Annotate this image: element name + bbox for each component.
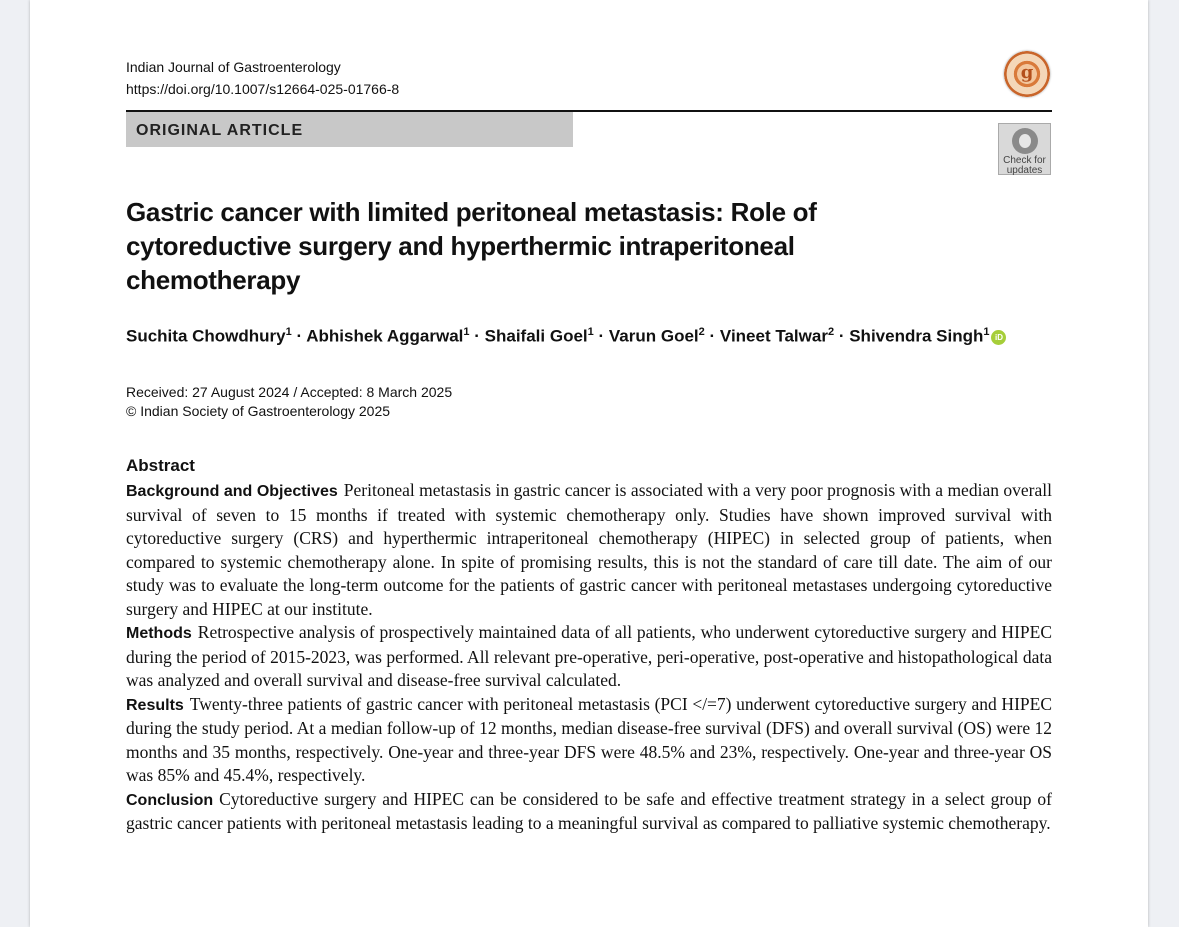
section-label: Methods xyxy=(126,625,192,642)
article-title: Gastric cancer with limited peritoneal metastasis: Role of cytoreductive surgery and hyperthermic intraperitoneal chemotherapy xyxy=(126,197,817,295)
author-affiliation: 2 xyxy=(827,326,835,338)
author[interactable]: Vineet Talwar xyxy=(719,326,828,346)
check-for-updates-button[interactable] xyxy=(998,123,1051,175)
society-logo: g xyxy=(1004,51,1050,97)
journal-name: Indian Journal of Gastroenterology xyxy=(126,59,341,75)
author[interactable]: Abhishek Aggarwal xyxy=(306,326,464,346)
abstract-section-conclusion xyxy=(126,788,1052,836)
author[interactable]: Shaifali Goel xyxy=(484,326,588,346)
author-separator: · xyxy=(838,326,845,346)
section-label: Results xyxy=(126,696,184,714)
received-dates: Received: 27 August 2024 / Accepted: 8 March 2025 xyxy=(126,384,453,400)
author-affiliation: 1 xyxy=(983,326,990,338)
author-affiliation: 1 xyxy=(587,326,594,338)
author[interactable]: Suchita Chowdhury xyxy=(126,326,286,346)
article-type-banner: ORIGINAL ARTICLE xyxy=(126,112,573,147)
orcid-icon[interactable]: iD xyxy=(991,330,1006,345)
author-separator: · xyxy=(709,326,716,346)
document-page xyxy=(30,0,1148,927)
section-text: Cytoreductive surgery and HIPEC can be considered to be safe and effective treatment strategy in a select group of gastric cancer patients with peritoneal metastasis leading to a meaningful survival as compared to palliative systemic chemotherapy. xyxy=(126,788,1052,833)
abstract-body xyxy=(126,479,1052,836)
section-text: Retrospective analysis of prospectively maintained data of all patients, who underwent cytoreductive surgery and HIPEC during the period of 2015-2023, was performed. All relevant pre-operative, peri-operative, post-operative and histopathological data was analyzed and overall survival and disease-free survival calculated. xyxy=(126,622,1052,690)
author-separator: · xyxy=(296,326,303,346)
doi-link[interactable]: https://doi.org/10.1007/s12664-025-01766-8 xyxy=(126,81,400,97)
author-affiliation: 1 xyxy=(463,326,470,338)
author-affiliation: 2 xyxy=(698,326,705,338)
abstract-section-methods xyxy=(126,621,1052,693)
check-updates-label-2: updates xyxy=(1006,165,1043,176)
abstract-section-background xyxy=(126,479,1052,621)
author-separator: · xyxy=(474,326,480,346)
check-updates-icon xyxy=(1012,128,1038,154)
author-separator: · xyxy=(598,326,605,346)
copyright-notice: © Indian Society of Gastroenterology 2025 xyxy=(126,403,391,419)
author-list xyxy=(126,326,1052,347)
abstract-section-results xyxy=(126,693,1052,788)
author-affiliation: 1 xyxy=(285,326,292,338)
author[interactable]: Shivendra Singh xyxy=(849,326,984,346)
author[interactable]: Varun Goel xyxy=(608,326,699,346)
section-text: Peritoneal metastasis in gastric cancer is associated with a very poor prognosis with a median overall survival of seven to 15 months if treated with systemic chemotherapy only. Studies have shown improved survival with cytoreductive surgery (CRS) and hyperthermic intraperitoneal chemotherapy (HIPEC) in selected group of patients, when compared to systemic chemotherapy alone. In spite of promising results, this is not the standard of care till date. The aim of our study was to evaluate the long-term outcome for the patients of gastric cancer with peritoneal metastases undergoing cytoreductive surgery and HIPEC at our institute. xyxy=(126,480,1052,619)
abstract-heading: Abstract xyxy=(126,456,195,475)
check-updates-label-1: Check for xyxy=(1003,155,1046,166)
section-text: Twenty-three patients of gastric cancer with peritoneal metastasis (PCI </=7) underwent cytoreductive surgery and HIPEC during the study period. At a median follow-up of 12 months, median disease-free survival (DFS) and overall survival (OS) were 12 months and 35 months, respectively. One-year and three-year DFS were 48.5% and 23%, respectively. One-year and three-year OS was 85% and 45.4%, respectively. xyxy=(126,693,1052,785)
section-label: Background and Objectives xyxy=(126,483,338,500)
section-label: Conclusion xyxy=(126,791,214,809)
